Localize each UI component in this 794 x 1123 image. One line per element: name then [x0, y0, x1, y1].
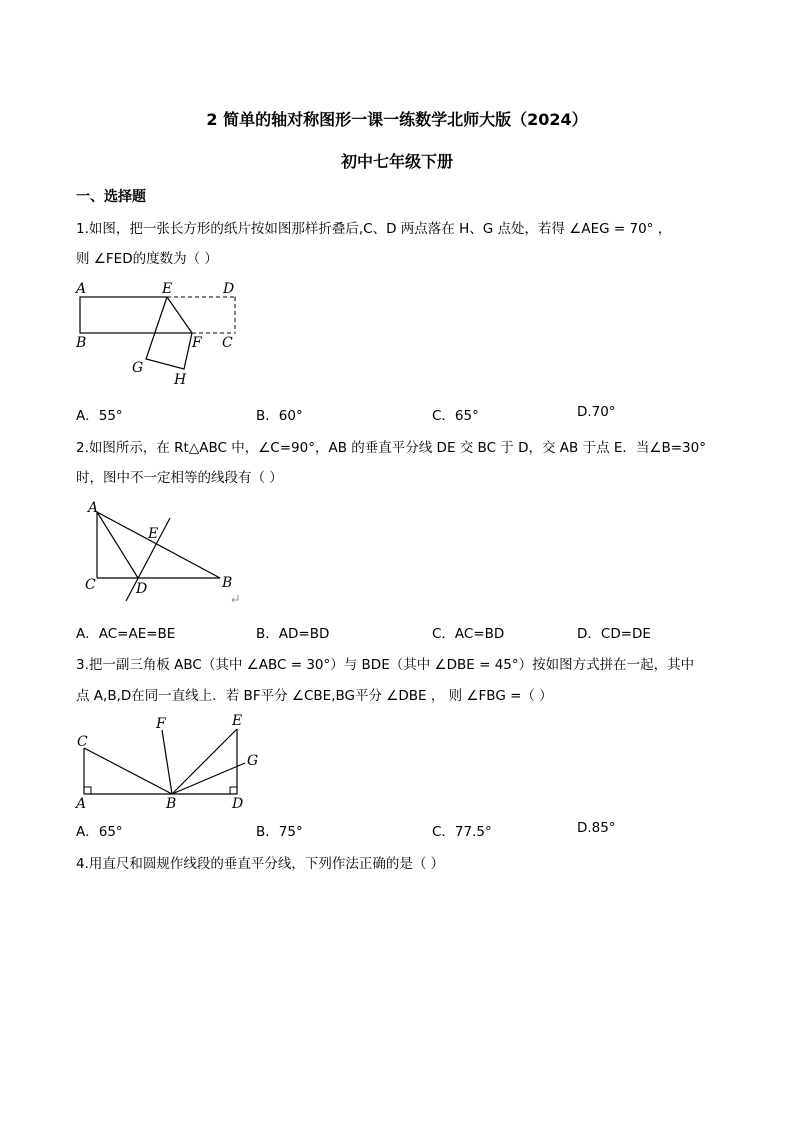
ray-bg — [172, 763, 245, 794]
question-1-line-1: 1.如图，把一张长方形的纸片按如图那样折叠后,C、D 两点落在 H、G 点处，若得 ∠AEG = 70° ， — [76, 221, 672, 237]
q3-option-d: D.85° — [577, 820, 616, 836]
question-2-line-1: 2.如图所示，在 Rt△ABC 中，∠C=90°，AB 的垂直平分线 DE 交 BC 于 D，交 AB 于点 E．当∠B=30° — [76, 440, 706, 456]
document-subtitle: 初中七年级下册 — [340, 152, 453, 171]
q2-option-c: C．AC=BD — [432, 626, 505, 642]
right-angle-mark-a — [84, 787, 91, 794]
label-D: D — [232, 796, 244, 812]
q3-option-b: B．75° — [256, 824, 303, 840]
question-3-figure — [70, 710, 270, 812]
label-G: G — [247, 753, 259, 769]
q2-option-d: D．CD=DE — [577, 626, 651, 642]
label-A: A — [76, 281, 87, 297]
side-be — [172, 729, 237, 794]
label-B: B — [222, 575, 233, 591]
q3-option-c: C．77.5° — [432, 824, 492, 840]
rectangle-left-part — [80, 297, 235, 333]
side-cb — [84, 748, 172, 794]
q1-option-a: A．55° — [76, 408, 123, 424]
q2-option-a: A．AC=AE=BE — [76, 626, 176, 642]
q1-option-c: C．65° — [432, 408, 479, 424]
label-B: B — [166, 796, 177, 812]
label-H: H — [174, 372, 187, 388]
label-B: B — [76, 335, 87, 351]
label-E: E — [232, 713, 243, 729]
return-mark-icon — [232, 595, 238, 602]
question-1-line-2: 则 ∠FED的度数为（ ） — [76, 251, 218, 267]
label-D: D — [136, 581, 148, 597]
segment-ad — [97, 512, 138, 578]
question-2-figure — [78, 496, 248, 608]
section-heading: 一、选择题 — [76, 189, 146, 205]
q1-option-b: B．60° — [256, 408, 303, 424]
question-4-line-1: 4.用直尺和圆规作线段的垂直平分线，下列作法正确的是（ ） — [76, 856, 445, 872]
label-D: D — [223, 281, 235, 297]
label-A: A — [88, 500, 99, 516]
document-title: 2 简单的轴对称图形一课一练数学北师大版（2024） — [206, 110, 588, 129]
q1-option-d: D.70° — [577, 404, 616, 420]
question-3-line-2: 点 A,B,D在同一直线上．若 BF平分 ∠CBE,BG平分 ∠DBE ， 则 ∠FBG =（ ） — [76, 688, 553, 704]
label-F: F — [192, 335, 202, 351]
label-E: E — [162, 281, 173, 297]
label-C: C — [77, 734, 88, 750]
label-E: E — [148, 526, 159, 542]
label-F: F — [156, 716, 166, 732]
right-angle-mark-d — [230, 787, 237, 794]
side-ab — [97, 512, 220, 578]
label-A: A — [76, 796, 87, 812]
label-C: C — [85, 577, 96, 593]
ray-bf — [162, 730, 172, 794]
q2-option-b: B．AD=BD — [256, 626, 330, 642]
q3-option-a: A．65° — [76, 824, 123, 840]
question-1-figure — [70, 276, 250, 391]
label-C: C — [222, 335, 233, 351]
question-2-line-2: 时，图中不一定相等的线段有（ ） — [76, 470, 283, 486]
question-3-line-1: 3.把一副三角板 ABC（其中 ∠ABC = 30°）与 BDE（其中 ∠DBE = 45°）按如图方式拼在一起，其中 — [76, 657, 695, 673]
label-G: G — [132, 360, 144, 376]
